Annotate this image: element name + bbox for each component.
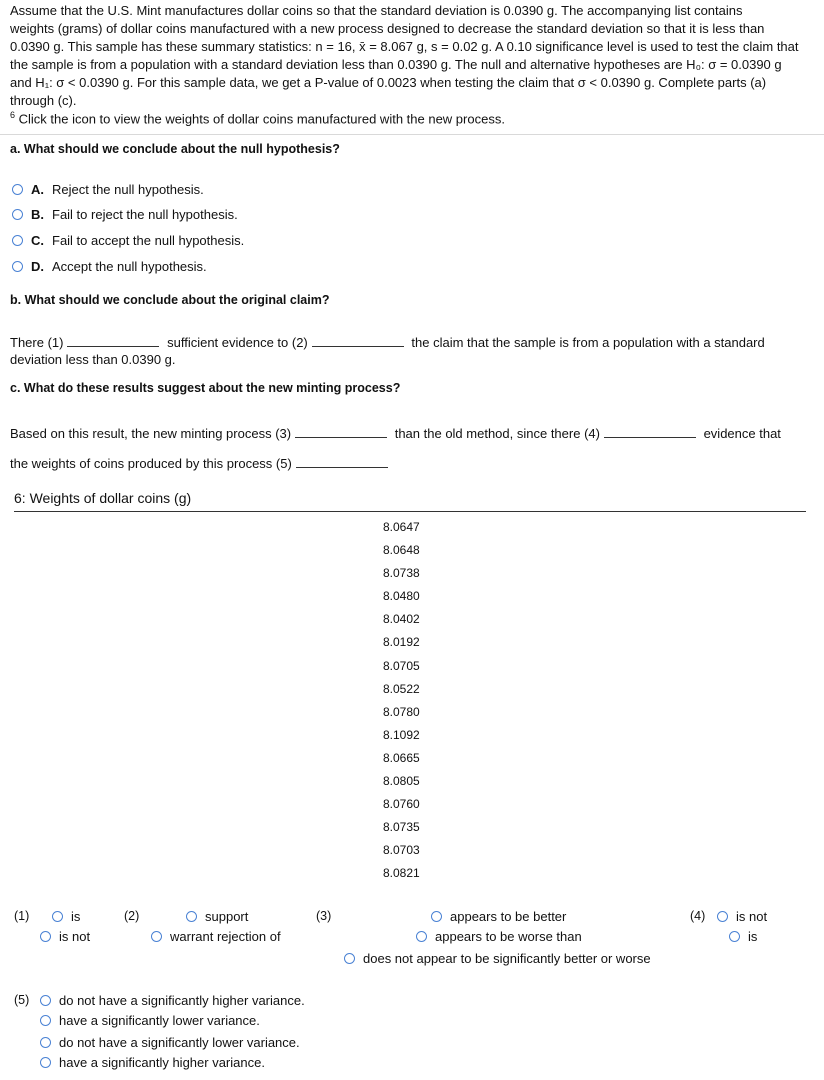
sentence-text: than the old method, since there (4) — [394, 426, 600, 441]
part-a-question: a. What should we conclude about the null hypothesis? — [10, 142, 340, 156]
table-title: 6: Weights of dollar coins (g) — [14, 490, 192, 506]
data-icon-link[interactable] — [10, 110, 505, 126]
list-item: 8.0738 — [383, 566, 420, 581]
blank-1[interactable] — [67, 345, 159, 347]
radio-3-better[interactable] — [431, 911, 442, 922]
option-text: Fail to accept the null hypothesis. — [52, 233, 245, 248]
radio-b[interactable] — [12, 209, 23, 220]
choice-5-option-2[interactable] — [40, 1013, 260, 1028]
list-item: 8.0522 — [383, 681, 420, 696]
choice-2-option-support[interactable] — [186, 909, 248, 924]
option-text: does not appear to be significantly better or worse — [363, 951, 651, 966]
option-d[interactable] — [12, 259, 207, 274]
option-letter: A. — [31, 182, 44, 197]
part-c-question: c. What do these results suggest about the new minting process? — [10, 381, 401, 395]
list-item: 8.0480 — [383, 589, 420, 604]
sentence-text: the weights of coins produced by this process (5) — [10, 456, 292, 471]
choice-5-label: (5) — [14, 993, 30, 1007]
choice-3-option-better[interactable] — [431, 909, 566, 924]
list-item: 8.0780 — [383, 704, 420, 719]
choice-1-label: (1) — [14, 909, 30, 923]
radio-2-warrant[interactable] — [151, 931, 162, 942]
blank-2[interactable] — [312, 345, 404, 347]
radio-1-is[interactable] — [52, 911, 63, 922]
option-letter: D. — [31, 259, 44, 274]
choice-1-option-is-not[interactable] — [40, 929, 90, 944]
list-item: 8.0703 — [383, 843, 420, 858]
sentence-text: evidence that — [703, 426, 781, 441]
list-item: 8.1092 — [383, 727, 420, 742]
option-text: have a significantly higher variance. — [59, 1055, 265, 1070]
blank-4[interactable] — [604, 436, 696, 438]
radio-d[interactable] — [12, 261, 23, 272]
option-letter: B. — [31, 207, 44, 222]
choice-3-option-no-difference[interactable] — [344, 951, 651, 966]
radio-c[interactable] — [12, 235, 23, 246]
option-text: appears to be better — [450, 909, 567, 924]
sentence-text: the claim that the sample is from a population with a standard — [411, 335, 765, 350]
sentence-text: sufficient evidence to (2) — [167, 335, 308, 350]
choice-5-option-1[interactable] — [40, 993, 305, 1008]
sentence-text: Based on this result, the new minting process (3) — [10, 426, 292, 441]
divider — [0, 134, 824, 135]
option-text: Accept the null hypothesis. — [52, 259, 207, 274]
option-text: do not have a significantly lower variance. — [59, 1035, 300, 1050]
part-c-sentence — [10, 426, 781, 441]
option-c[interactable] — [12, 233, 244, 248]
problem-line: the sample is from a population with a standard deviation less than 0.0390 g. The null and alternative hypotheses are H₀: σ = 0.0390 g — [10, 57, 782, 72]
radio-3-no-difference[interactable] — [344, 953, 355, 964]
problem-line: 0.0390 g. This sample has these summary statistics: n = 16, x̄ = 8.067 g, s = 0.02 g. A 0.10 significance level is used to test the claim that — [10, 39, 799, 54]
blank-5[interactable] — [296, 466, 388, 468]
problem-line: Assume that the U.S. Mint manufactures dollar coins so that the standard deviation is 0.0390 g. The accompanying list contains — [10, 3, 743, 18]
option-letter: C. — [31, 233, 44, 248]
choice-1-option-is[interactable] — [52, 909, 80, 924]
radio-4-is[interactable] — [729, 931, 740, 942]
radio-1-is-not[interactable] — [40, 931, 51, 942]
blank-3[interactable] — [295, 436, 387, 438]
choice-5-option-4[interactable] — [40, 1055, 265, 1070]
footnote-marker: 6 — [10, 110, 16, 120]
option-text: have a significantly lower variance. — [59, 1013, 260, 1028]
option-text: Reject the null hypothesis. — [52, 182, 204, 197]
option-text: is not — [59, 929, 91, 944]
radio-4-is-not[interactable] — [717, 911, 728, 922]
option-a[interactable] — [12, 182, 204, 197]
list-item: 8.0402 — [383, 612, 420, 627]
option-text: do not have a significantly higher variance. — [59, 993, 305, 1008]
list-item: 8.0192 — [383, 635, 420, 650]
problem-statement — [10, 2, 816, 110]
option-text: warrant rejection of — [170, 929, 281, 944]
choice-3-label: (3) — [316, 909, 332, 923]
choice-5-option-3[interactable] — [40, 1035, 300, 1050]
part-b-sentence — [10, 335, 765, 350]
radio-3-worse[interactable] — [416, 931, 427, 942]
list-item: 8.0735 — [383, 820, 420, 835]
radio-5-1[interactable] — [40, 995, 51, 1006]
data-icon-text: Click the icon to view the weights of dollar coins manufactured with the new process. — [18, 111, 505, 127]
choice-4-label: (4) — [690, 909, 706, 923]
choice-2-label: (2) — [124, 909, 140, 923]
radio-5-3[interactable] — [40, 1037, 51, 1048]
option-text: is not — [736, 909, 768, 924]
list-item: 8.0648 — [383, 543, 420, 558]
part-b-question: b. What should we conclude about the original claim? — [10, 293, 330, 307]
option-b[interactable] — [12, 207, 238, 222]
list-item: 8.0821 — [383, 866, 420, 881]
list-item: 8.0705 — [383, 658, 420, 673]
radio-5-4[interactable] — [40, 1057, 51, 1068]
sentence-text: There (1) — [10, 335, 64, 350]
option-text: appears to be worse than — [435, 929, 582, 944]
choice-4-option-is[interactable] — [729, 929, 757, 944]
choice-3-option-worse[interactable] — [416, 929, 582, 944]
choice-2-option-warrant[interactable] — [151, 929, 281, 944]
problem-line: and H₁: σ < 0.0390 g. For this sample data, we get a P-value of 0.0023 when testing the claim that σ < 0.0390 g. Complete parts (a) — [10, 75, 767, 90]
radio-5-2[interactable] — [40, 1015, 51, 1026]
list-item: 8.0805 — [383, 774, 420, 789]
sentence-text: deviation less than 0.0390 g. — [10, 352, 176, 367]
weights-list — [383, 519, 420, 889]
option-text: is — [748, 929, 758, 944]
option-text: support — [205, 909, 249, 924]
table-rule — [14, 511, 806, 512]
list-item: 8.0647 — [383, 520, 420, 534]
problem-line: weights (grams) of dollar coins manufactured with a new process designed to decrease the standard deviation so that it is less than — [10, 21, 765, 36]
part-c-sentence-2 — [10, 456, 392, 471]
problem-line: through (c). — [10, 93, 77, 108]
radio-2-support[interactable] — [186, 911, 197, 922]
radio-a[interactable] — [12, 184, 23, 195]
list-item: 8.0665 — [383, 750, 420, 765]
choice-4-option-is-not[interactable] — [717, 909, 767, 924]
option-text: is — [71, 909, 81, 924]
list-item: 8.0760 — [383, 797, 420, 812]
option-text: Fail to reject the null hypothesis. — [52, 207, 238, 222]
